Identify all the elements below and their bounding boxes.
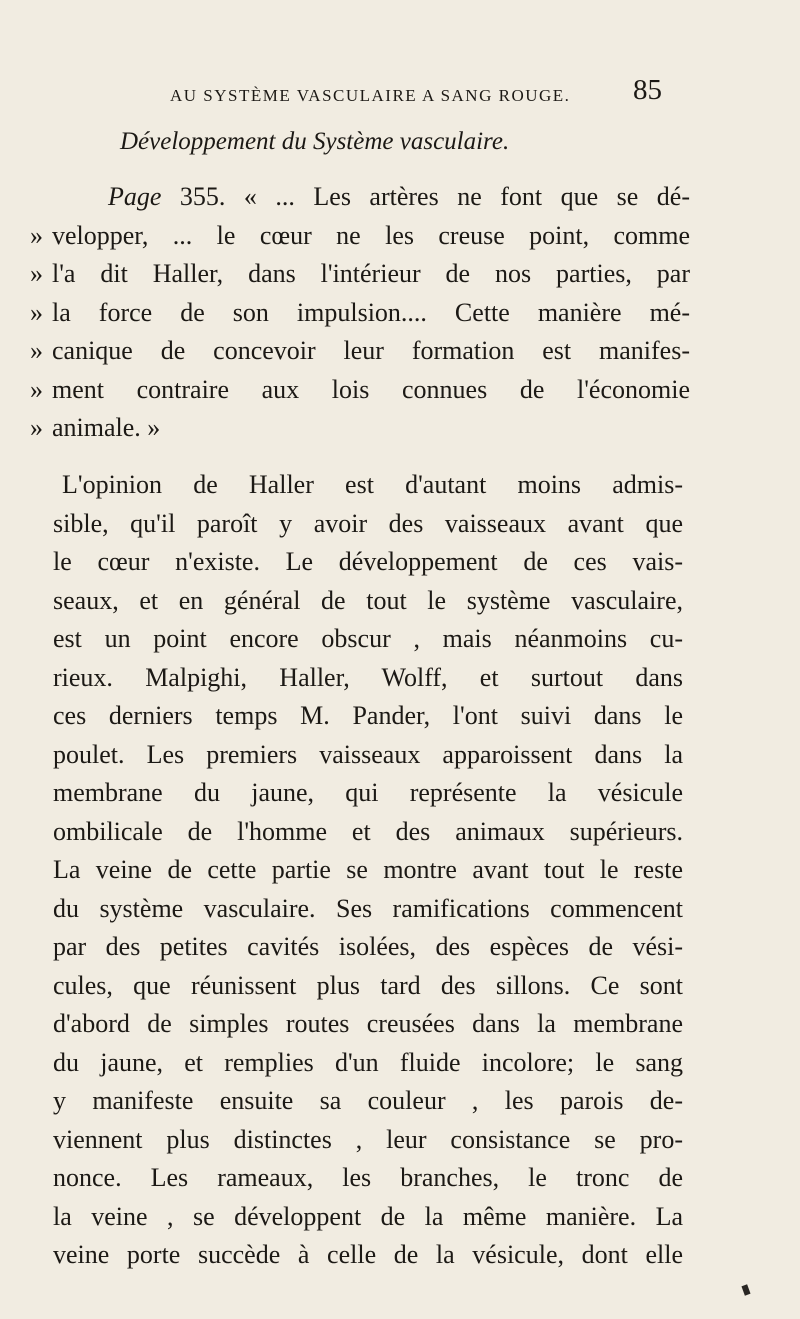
continuation-mark: » bbox=[30, 259, 43, 288]
paragraph-line: par des petites cavités isolées, des espèces de vési- bbox=[53, 932, 683, 961]
quote-line-text: l'a dit Haller, dans l'intérieur de nos parties, par bbox=[52, 259, 690, 288]
paragraph-line: viennent plus distinctes , leur consistance se pro- bbox=[53, 1124, 683, 1154]
quote-line-text: 355. « ... Les artères ne font que se dé- bbox=[179, 182, 690, 211]
quote-line bbox=[30, 332, 690, 371]
continuation-mark: » bbox=[30, 297, 43, 327]
paragraph-line: ces derniers temps M. Pander, l'ont suivi dans le bbox=[53, 701, 683, 730]
quote-line-text: animale. » bbox=[52, 413, 161, 442]
continuation-mark: » bbox=[30, 336, 43, 365]
paragraph-line: la veine , se développent de la même manière. La bbox=[53, 1201, 683, 1231]
quote-line bbox=[30, 178, 690, 217]
paragraph-line: le cœur n'existe. Le développement de ces vais- bbox=[53, 547, 683, 576]
paragraph-line: rieux. Malpighi, Haller, Wolff, et surtout dans bbox=[53, 662, 683, 692]
page-number: 85 bbox=[633, 74, 662, 106]
paragraph-line: nonce. Les rameaux, les branches, le tronc de bbox=[53, 1163, 683, 1192]
paragraph-line: cules, que réunissent plus tard des sillons. Ce sont bbox=[53, 970, 683, 1000]
running-head: AU SYSTÈME VASCULAIRE A SANG ROUGE. bbox=[170, 86, 571, 105]
paragraph-line: du jaune, et remplies d'un fluide incolore; le sang bbox=[53, 1047, 683, 1077]
quote-line bbox=[30, 217, 690, 256]
continuation-mark: » bbox=[30, 413, 43, 442]
paragraph-line: ombilicale de l'homme et des animaux supérieurs. bbox=[53, 816, 683, 846]
quote-line-text: ment contraire aux lois connues de l'économie bbox=[52, 374, 690, 404]
paragraph-line: L'opinion de Haller est d'autant moins admis- bbox=[62, 470, 683, 499]
paragraph-line: est un point encore obscur , mais néanmoins cu- bbox=[53, 624, 683, 653]
paragraph-line: veine porte succède à celle de la vésicule, dont elle bbox=[53, 1240, 683, 1269]
quote-line bbox=[30, 409, 690, 448]
paragraph-line: membrane du jaune, qui représente la vésicule bbox=[53, 778, 683, 807]
continuation-mark: » bbox=[30, 374, 43, 404]
body-paragraph bbox=[53, 466, 683, 1275]
quote-line-text: velopper, ... le cœur ne les creuse point, comme bbox=[52, 220, 690, 250]
paragraph-line: seaux, et en général de tout le système vasculaire, bbox=[53, 585, 683, 615]
quote-line bbox=[30, 371, 690, 410]
paragraph-line: y manifeste ensuite sa couleur , les parois de- bbox=[53, 1086, 683, 1115]
ink-mark bbox=[741, 1284, 750, 1295]
quote-line bbox=[30, 294, 690, 333]
paragraph-line: poulet. Les premiers vaisseaux apparoissent dans la bbox=[53, 739, 683, 769]
section-title: Développement du Système vasculaire. bbox=[120, 128, 510, 155]
paragraph-line: sible, qu'il paroît y avoir des vaisseaux avant que bbox=[53, 508, 683, 538]
paragraph-line: La veine de cette partie se montre avant tout le reste bbox=[53, 855, 683, 884]
quote-line-text: la force de son impulsion.... Cette manière mé- bbox=[52, 297, 690, 327]
quote-block bbox=[30, 178, 690, 448]
page-label: Page bbox=[108, 182, 162, 211]
continuation-mark: » bbox=[30, 220, 43, 250]
paragraph-line: d'abord de simples routes creusées dans la membrane bbox=[53, 1009, 683, 1038]
quote-line-text: canique de concevoir leur formation est manifes- bbox=[52, 336, 690, 365]
quote-line bbox=[30, 255, 690, 294]
paragraph-line: du système vasculaire. Ses ramifications commencent bbox=[53, 893, 683, 923]
